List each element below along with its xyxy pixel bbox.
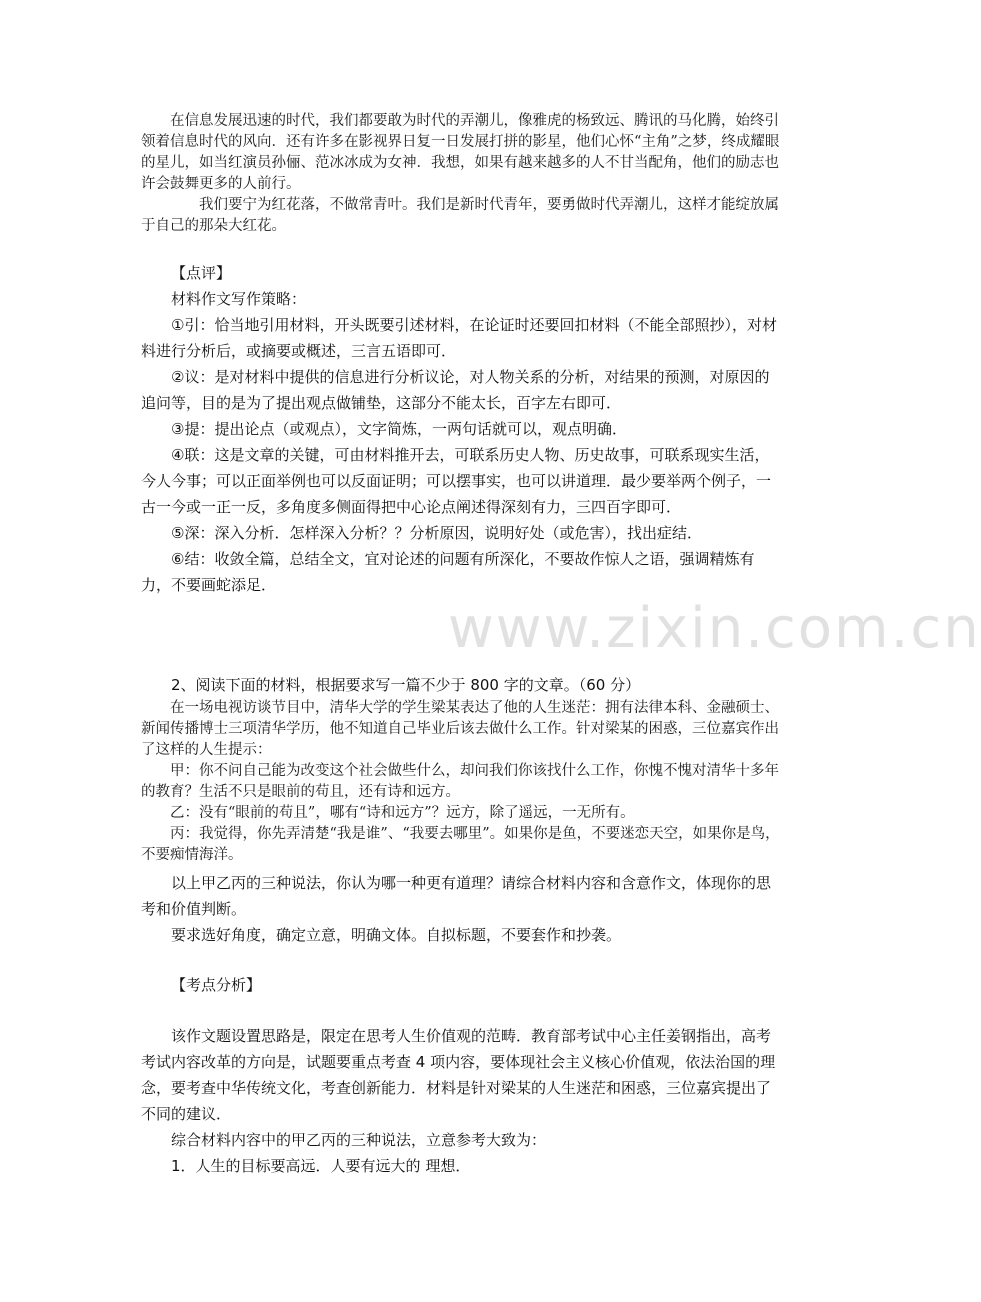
- question-title-text: 2、阅读下面的材料，根据要求写一篇不少于 800 字的文章。（60 分）: [171, 676, 641, 694]
- comment-heading: 【点评】: [171, 264, 232, 282]
- material-paragraph-bing: 丙：我觉得，你先弄清楚“我是谁”、“我要去哪里”。如果你是鱼，不要迷恋天空，如果你是鸟，不要痴情海洋。: [141, 826, 780, 863]
- comment-item-5: ⑤深：深入分析．怎样深入分析？？分析原因，说明好处（或危害），找出症结．: [171, 524, 702, 542]
- analysis-section: [141, 1023, 783, 1179]
- watermark: www.zixin.com.cn: [448, 596, 981, 661]
- analysis-heading-text: 【考点分析】: [171, 976, 262, 994]
- comment-item-1: ①引：恰当地引用材料，开头既要引述材料，在论证时还要回扣材料（不能全部照抄），对材料进行分析后，或摘要或概述，三言五语即可．: [141, 316, 777, 360]
- question-prompt: 以上甲乙丙的三种说法，你认为哪一种更有道理？请综合材料内容和含意作文，体现你的思考和价值判断。: [141, 874, 772, 918]
- comment-item-6: ⑥结：收敛全篇，总结全文，宜对论述的问题有所深化，不要故作惊人之语，强调精炼有力，不要画蛇添足．: [141, 550, 755, 594]
- analysis-paragraph-2: 综合材料内容中的甲乙丙的三种说法，立意参考大致为：: [171, 1131, 547, 1149]
- comment-item-3: ③提：提出论点（或观点），文字简炼，一两句话就可以，观点明确．: [171, 420, 627, 438]
- comment-section: [141, 260, 783, 598]
- intro-paragraph-2: 我们要宁为红花落，不做常青叶。我们是新时代青年，要勇做时代弄潮儿，这样才能绽放属于自己的那朵大红花。: [141, 197, 779, 234]
- analysis-paragraph-1: 该作文题设置思路是，限定在思考人生价值观的范畴．教育部考试中心主任姜钢指出，高考考试内容改革的方向是，试题要重点考查 4 项内容，要体现社会主义核心价值观，依法治国的理念，要考查中华传统文化，考查创新能力．材料是针对梁某的人生迷茫和困惑，三位嘉宾提出了不同的建议．: [141, 1027, 776, 1123]
- question-requirement: 要求选好角度，确定立意，明确文体。自拟标题，不要套作和抄袭。: [171, 926, 622, 944]
- question-material: [141, 698, 783, 866]
- material-paragraph-1: 在一场电视访谈节目中，清华大学的学生梁某表达了他的人生迷茫：拥有法律本科、金融硕士、新闻传播博士三项清华学历，他不知道自己毕业后该去做什么工作。针对梁某的困惑，三位嘉宾作出了这样的人生提示：: [141, 700, 779, 758]
- analysis-point-1: 1．人生的目标要高远．人要有远大的 理想．: [171, 1157, 471, 1175]
- intro-paragraph-1: 在信息发展迅速的时代，我们都要敢为时代的弄潮儿，像雅虎的杨致远、腾讯的马化腾，始终引领着信息时代的风向．还有许多在影视界日复一日发展打拼的影星，他们心怀“主角”之梦，终成耀眼的星儿，如当红演员孙俪、范冰冰成为女神．我想，如果有越来越多的人不甘当配角，他们的励志也许会鼓舞更多的人前行。: [141, 113, 780, 192]
- question-instructions: [141, 870, 783, 948]
- comment-item-2: ②议：是对材料中提供的信息进行分析议论，对人物关系的分析，对结果的预测，对原因的追问等，目的是为了提出观点做铺垫，这部分不能太长，百字左右即可．: [141, 368, 770, 412]
- comment-item-4: ④联：这是文章的关键，可由材料推开去，可联系历史人物、历史故事，可联系现实生活，今人今事；可以正面举例也可以反面证明；可以摆事实，也可以讲道理．最少要举两个例子，一古一今或一正一反，多角度多侧面得把中心论点阐述得深刻有力，三四百字即可．: [141, 446, 772, 516]
- question-title: [141, 672, 783, 698]
- comment-subtitle: 材料作文写作策略：: [171, 290, 307, 308]
- analysis-heading: [141, 972, 783, 998]
- intro-section: [141, 111, 783, 237]
- material-paragraph-jia: 甲：你不问自己能为改变这个社会做些什么，却问我们你该找什么工作，你愧不愧对清华十多年的教育？生活不只是眼前的苟且，还有诗和远方。: [141, 763, 779, 800]
- material-paragraph-yi: 乙：没有“眼前的苟且”，哪有“诗和远方”？远方，除了遥远，一无所有。: [170, 805, 635, 821]
